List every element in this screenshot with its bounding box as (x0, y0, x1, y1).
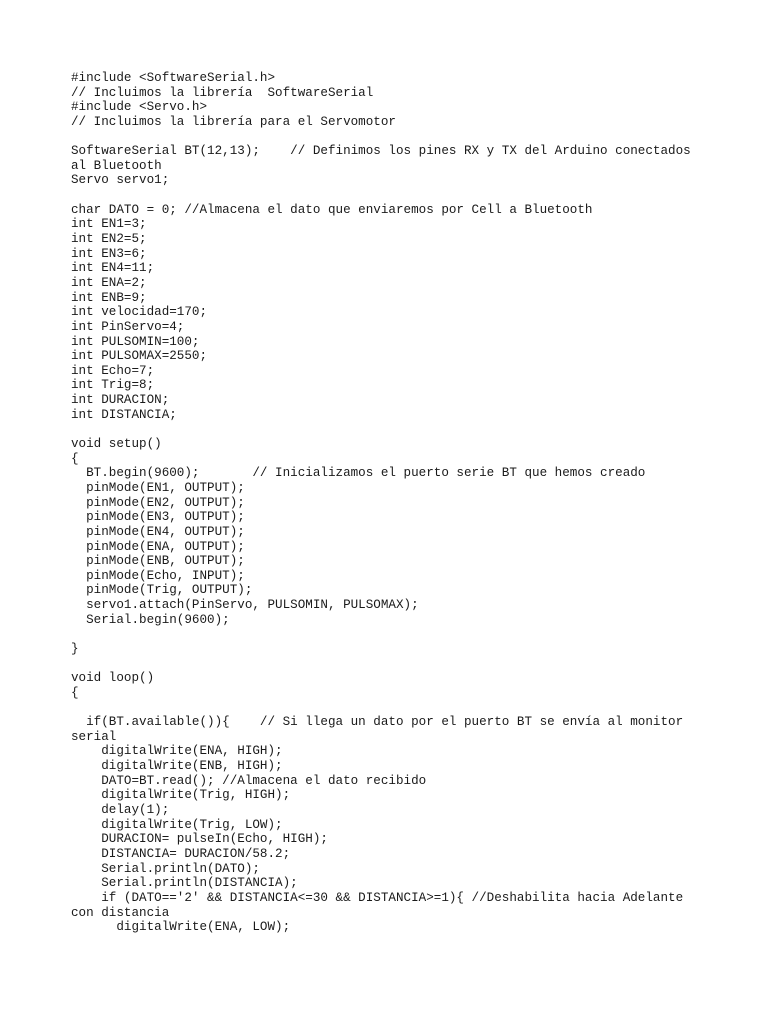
code-line: int PULSOMAX=2550; (71, 349, 208, 364)
code-line: // Incluimos la librería para el Servomotor (71, 114, 396, 129)
code-line (71, 188, 711, 203)
code-line: pinMode(EN3, OUTPUT); (71, 510, 245, 525)
code-line: digitalWrite(Trig, HIGH); (71, 788, 291, 803)
code-line: // Incluimos la librería SoftwareSerial (71, 85, 374, 100)
code-line: con distancia (71, 905, 170, 920)
code-line: digitalWrite(ENA, HIGH); (71, 744, 283, 759)
code-line: delay(1); (71, 803, 170, 818)
code-line: char DATO = 0; //Almacena el dato que enviaremos por Cell a Bluetooth (71, 202, 593, 217)
code-line: if(BT.available()){ // Si llega un dato por el puerto BT se envía al monitor (71, 715, 684, 730)
code-line: pinMode(EN4, OUTPUT); (71, 524, 245, 539)
code-line: Serial.begin(9600); (71, 612, 230, 627)
code-line: pinMode(Trig, OUTPUT); (71, 583, 253, 598)
code-line: } (71, 641, 79, 656)
code-line: int EN2=5; (71, 232, 147, 247)
code-line (71, 701, 711, 716)
code-line: int ENB=9; (71, 290, 147, 305)
code-line: int Trig=8; (71, 378, 155, 393)
code-line: int PULSOMIN=100; (71, 334, 200, 349)
code-line: int ENA=2; (71, 275, 147, 290)
code-line: int Echo=7; (71, 363, 155, 378)
code-line: int EN1=3; (71, 217, 147, 232)
code-line: { (71, 685, 79, 700)
code-line: digitalWrite(ENA, LOW); (71, 920, 291, 935)
code-line: int DISTANCIA; (71, 407, 177, 422)
code-line (71, 422, 711, 437)
code-line: Serial.println(DATO); (71, 861, 260, 876)
code-line: DURACION= pulseIn(Echo, HIGH); (71, 832, 328, 847)
code-line: #include <Servo.h> (71, 100, 208, 115)
code-line: pinMode(ENB, OUTPUT); (71, 554, 245, 569)
code-line (71, 130, 711, 145)
code-line: int velocidad=170; (71, 305, 208, 320)
code-line: Servo servo1; (71, 173, 170, 188)
code-line (71, 657, 711, 672)
code-line: al Bluetooth (71, 158, 162, 173)
code-line: pinMode(ENA, OUTPUT); (71, 539, 245, 554)
code-line: Serial.println(DISTANCIA); (71, 876, 298, 891)
code-listing (71, 71, 711, 935)
code-line: DISTANCIA= DURACION/58.2; (71, 846, 291, 861)
code-line: void setup() (71, 437, 162, 452)
code-line: BT.begin(9600); // Inicializamos el puerto serie BT que hemos creado (71, 466, 646, 481)
code-line: int PinServo=4; (71, 319, 185, 334)
code-line: SoftwareSerial BT(12,13); // Definimos los pines RX y TX del Arduino conectados (71, 144, 691, 159)
code-line: #include <SoftwareSerial.h> (71, 71, 276, 85)
code-line: int DURACION; (71, 393, 170, 408)
code-line: pinMode(EN1, OUTPUT); (71, 480, 245, 495)
code-line: pinMode(Echo, INPUT); (71, 568, 245, 583)
code-line: pinMode(EN2, OUTPUT); (71, 495, 245, 510)
code-line: servo1.attach(PinServo, PULSOMIN, PULSOMAX); (71, 598, 419, 613)
code-line: digitalWrite(Trig, LOW); (71, 817, 283, 832)
code-line: void loop() (71, 671, 155, 686)
code-line: { (71, 451, 79, 466)
code-line: serial (71, 729, 117, 744)
code-line: int EN4=11; (71, 261, 155, 276)
code-line: digitalWrite(ENB, HIGH); (71, 759, 283, 774)
code-line: DATO=BT.read(); //Almacena el dato recibido (71, 773, 427, 788)
code-line: if (DATO=='2' && DISTANCIA<=30 && DISTANCIA>=1){ //Deshabilita hacia Adelante (71, 890, 684, 905)
code-line: int EN3=6; (71, 246, 147, 261)
code-line (71, 627, 711, 642)
